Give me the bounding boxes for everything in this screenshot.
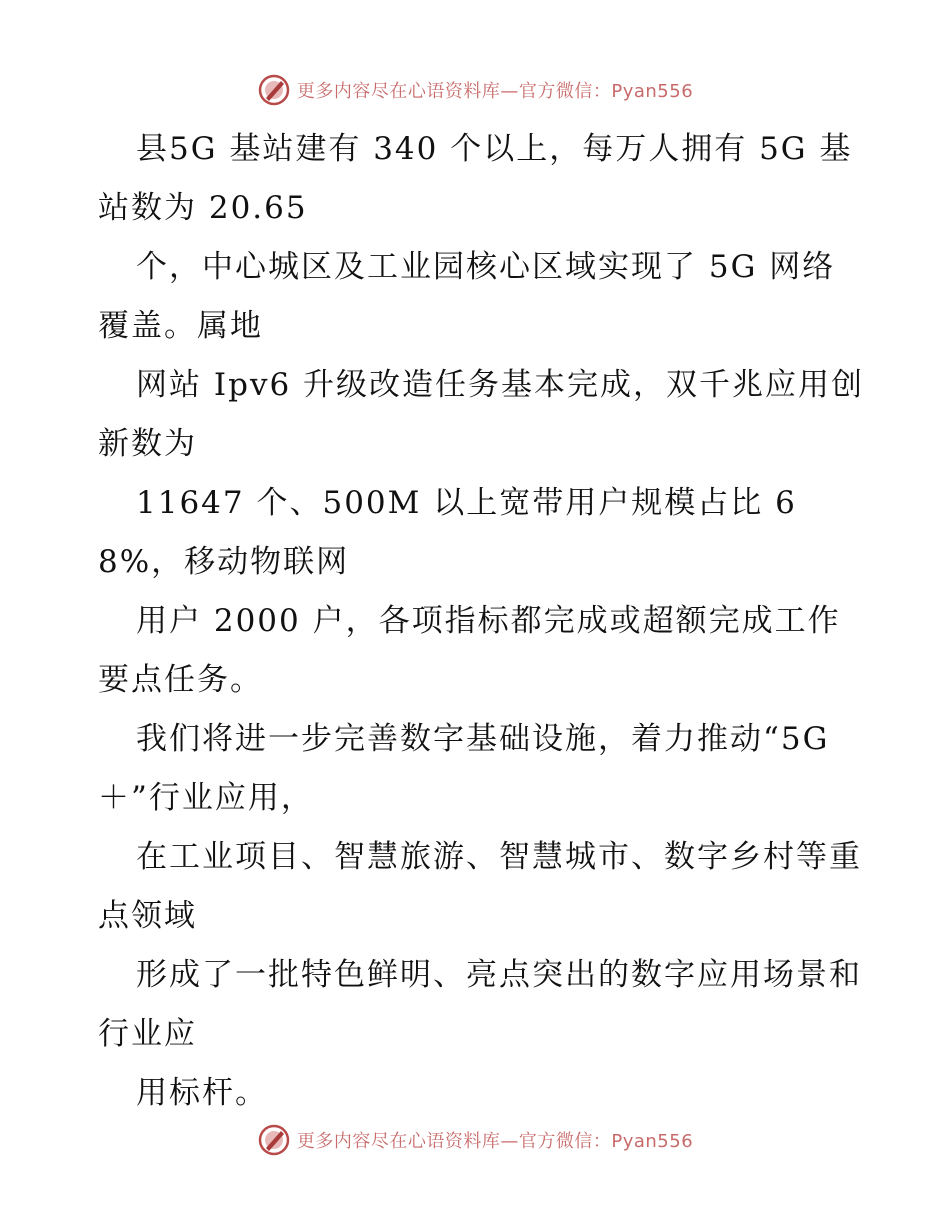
paragraph: 个，中心城区及工业园核心区域实现了 5G 网络覆盖。属地 [98,249,836,344]
document-body [98,120,868,1123]
paragraph: 用户 2000 户，各项指标都完成或超额完成工作要点任务。 [98,603,841,698]
pen-logo-icon [257,1123,291,1157]
paragraph: 我们将进一步完善数字基础设施，着力推动“5G＋”行业应用， [98,721,830,816]
paragraph: 县5G 基站建有 340 个以上，每万人拥有 5G 基站数为 20.65 [98,131,853,226]
paragraph: 形成了一批特色鲜明、亮点突出的数字应用场景和行业应 [98,957,862,1052]
header-watermark [0,70,950,110]
header-watermark-text: 更多内容尽在心语资料库—官方微信：Pyan556 [296,81,694,102]
paragraph: 在工业项目、智慧旅游、智慧城市、数字乡村等重点领域 [98,839,862,934]
paragraph: 11647 个、500M 以上宽带用户规模占比 68%，移动物联网 [98,485,797,580]
paragraph: 用标杆。 [136,1075,268,1111]
footer-watermark [0,1120,950,1160]
paragraph: 网站 Ipv6 升级改造任务基本完成，双千兆应用创新数为 [98,367,865,462]
pen-logo-icon [257,73,291,107]
footer-watermark-text: 更多内容尽在心语资料库—官方微信：Pyan556 [296,1131,694,1152]
